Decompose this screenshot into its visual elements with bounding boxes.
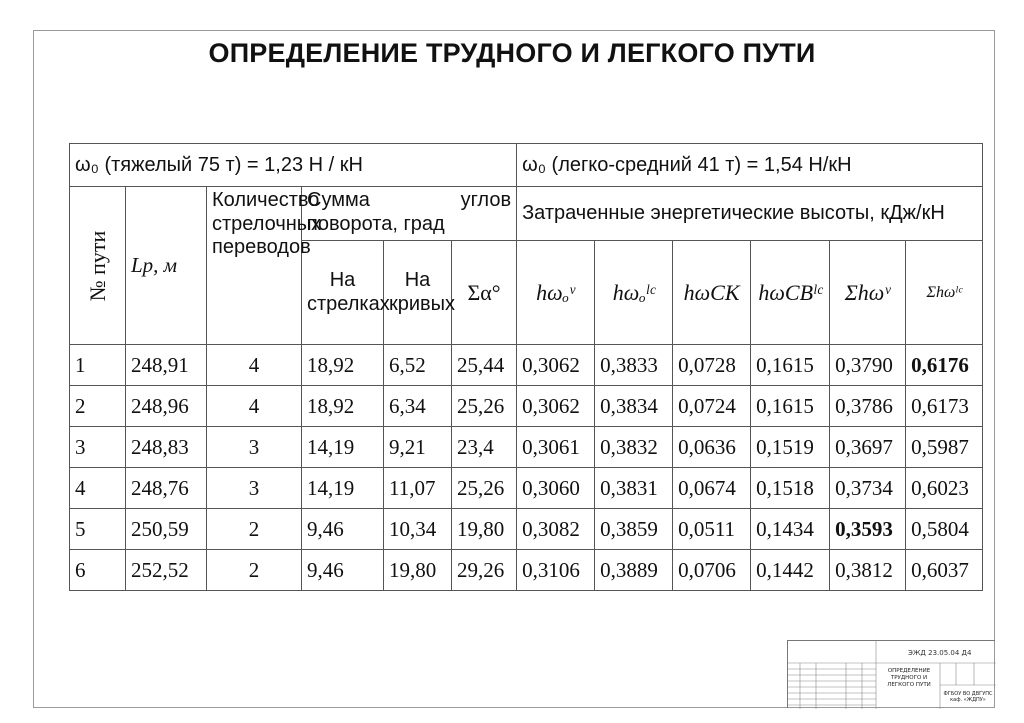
table-cell-h1: 0,3062 — [517, 345, 595, 386]
col-lp: Lp, м — [126, 187, 207, 345]
table-cell-h1: 0,3060 — [517, 468, 595, 509]
col-angles-group: Сумма углов поворота, град — [302, 187, 517, 241]
table-cell-os: 14,19 — [302, 427, 384, 468]
table-cell-h1: 0,3106 — [517, 550, 595, 591]
table-cell-h3: 0,0511 — [673, 509, 751, 550]
table-cell-sw: 3 — [207, 468, 302, 509]
table-cell-h6: 0,6037 — [906, 550, 983, 591]
table-cell-os: 9,46 — [302, 509, 384, 550]
table-cell-n: 4 — [70, 468, 126, 509]
table-cell-sw: 2 — [207, 509, 302, 550]
table-cell-h5: 0,3812 — [830, 550, 906, 591]
table-cell-h3: 0,0724 — [673, 386, 751, 427]
title-block-org: ФГБОУ ВО ДВГУПС каф. «ЖДПУ» — [943, 691, 993, 703]
table-cell-h4: 0,1615 — [751, 386, 830, 427]
title-block-code: ЭЖД 23.05.04 Д4 — [908, 649, 972, 657]
table-cell-oc: 6,52 — [384, 345, 452, 386]
table-cell-h4: 0,1434 — [751, 509, 830, 550]
omega-light: ω₀ (легко-средний 41 т) = 1,54 Н/кН — [517, 144, 983, 187]
col-h5: Σhωᵛ — [830, 241, 906, 345]
table-row — [70, 550, 983, 591]
table-cell-h4: 0,1442 — [751, 550, 830, 591]
table-cell-sa: 25,26 — [452, 468, 517, 509]
omega-heavy: ω₀ (тяжелый 75 т) = 1,23 Н / кН — [70, 144, 517, 187]
table-cell-h2: 0,3834 — [595, 386, 673, 427]
table-cell-sa: 19,80 — [452, 509, 517, 550]
table-cell-h5: 0,3786 — [830, 386, 906, 427]
col-h4: hωCBˡᶜ — [751, 241, 830, 345]
header-row-omega — [70, 144, 983, 187]
table-cell-h1: 0,3082 — [517, 509, 595, 550]
table-cell-h4: 0,1518 — [751, 468, 830, 509]
table-cell-sw: 3 — [207, 427, 302, 468]
table-cell-h6: 0,6023 — [906, 468, 983, 509]
table-cell-h1: 0,3062 — [517, 386, 595, 427]
table-cell-h5: 0,3697 — [830, 427, 906, 468]
table-cell-oc: 11,07 — [384, 468, 452, 509]
table-cell-sa: 25,44 — [452, 345, 517, 386]
table-cell-n: 3 — [70, 427, 126, 468]
header-row-groups — [70, 187, 983, 241]
table-cell-h5: 0,3790 — [830, 345, 906, 386]
table-cell-n: 5 — [70, 509, 126, 550]
table-cell-h2: 0,3859 — [595, 509, 673, 550]
table-cell-sw: 4 — [207, 345, 302, 386]
col-h2: hωₒˡᶜ — [595, 241, 673, 345]
table-cell-h2: 0,3831 — [595, 468, 673, 509]
page-title: ОПРЕДЕЛЕНИЕ ТРУДНОГО И ЛЕГКОГО ПУТИ — [208, 38, 816, 68]
table-cell-lp: 252,52 — [126, 550, 207, 591]
table-cell-sw: 4 — [207, 386, 302, 427]
col-switches: Количество стрелочных переводов — [207, 187, 302, 345]
table-cell-h2: 0,3833 — [595, 345, 673, 386]
table-cell-h3: 0,0674 — [673, 468, 751, 509]
table-cell-os: 18,92 — [302, 345, 384, 386]
table-cell-lp: 248,91 — [126, 345, 207, 386]
col-on-curves: На кривых — [384, 241, 452, 345]
table-row — [70, 468, 983, 509]
table-cell-h3: 0,0706 — [673, 550, 751, 591]
table-cell-h6: 0,5804 — [906, 509, 983, 550]
table-cell-h1: 0,3061 — [517, 427, 595, 468]
col-on-switches: На стрелках — [302, 241, 384, 345]
table-cell-lp: 248,96 — [126, 386, 207, 427]
title-block — [787, 640, 995, 708]
table-cell-lp: 250,59 — [126, 509, 207, 550]
table-cell-n: 6 — [70, 550, 126, 591]
table-cell-oc: 9,21 — [384, 427, 452, 468]
col-sum-alpha: Σα° — [452, 241, 517, 345]
table-cell-h6: 0,5987 — [906, 427, 983, 468]
col-h6: Σhωˡᶜ — [906, 241, 983, 345]
table-cell-h4: 0,1615 — [751, 345, 830, 386]
table-cell-os: 14,19 — [302, 468, 384, 509]
table-cell-os: 18,92 — [302, 386, 384, 427]
table-cell-h2: 0,3832 — [595, 427, 673, 468]
table-cell-sa: 23,4 — [452, 427, 517, 468]
table-cell-n: 1 — [70, 345, 126, 386]
table-cell-h5: 0,3593 — [830, 509, 906, 550]
track-table — [69, 143, 983, 591]
table-cell-h6: 0,6173 — [906, 386, 983, 427]
table-cell-oc: 10,34 — [384, 509, 452, 550]
table-cell-h4: 0,1519 — [751, 427, 830, 468]
table-cell-h5: 0,3734 — [830, 468, 906, 509]
table-row — [70, 427, 983, 468]
col-track-number — [70, 187, 126, 345]
table-cell-sw: 2 — [207, 550, 302, 591]
col-track-label: № пути — [84, 230, 110, 301]
table-cell-lp: 248,76 — [126, 468, 207, 509]
col-h1: hωₒᵛ — [517, 241, 595, 345]
table-row — [70, 386, 983, 427]
table-cell-h6: 0,6176 — [906, 345, 983, 386]
table-cell-lp: 248,83 — [126, 427, 207, 468]
title-block-name: ОПРЕДЕЛЕНИЕ ТРУДНОГО И ЛЕГКОГО ПУТИ — [887, 668, 931, 688]
table-cell-h3: 0,0636 — [673, 427, 751, 468]
table-cell-sa: 29,26 — [452, 550, 517, 591]
table-cell-oc: 6,34 — [384, 386, 452, 427]
col-energy-group: Затраченные энергетические высоты, кДж/кН — [517, 187, 983, 241]
table-cell-oc: 19,80 — [384, 550, 452, 591]
col-h3: hωCK — [673, 241, 751, 345]
table-cell-sa: 25,26 — [452, 386, 517, 427]
table-cell-n: 2 — [70, 386, 126, 427]
table-cell-os: 9,46 — [302, 550, 384, 591]
table-cell-h3: 0,0728 — [673, 345, 751, 386]
table-row — [70, 509, 983, 550]
table-cell-h2: 0,3889 — [595, 550, 673, 591]
table-row — [70, 345, 983, 386]
